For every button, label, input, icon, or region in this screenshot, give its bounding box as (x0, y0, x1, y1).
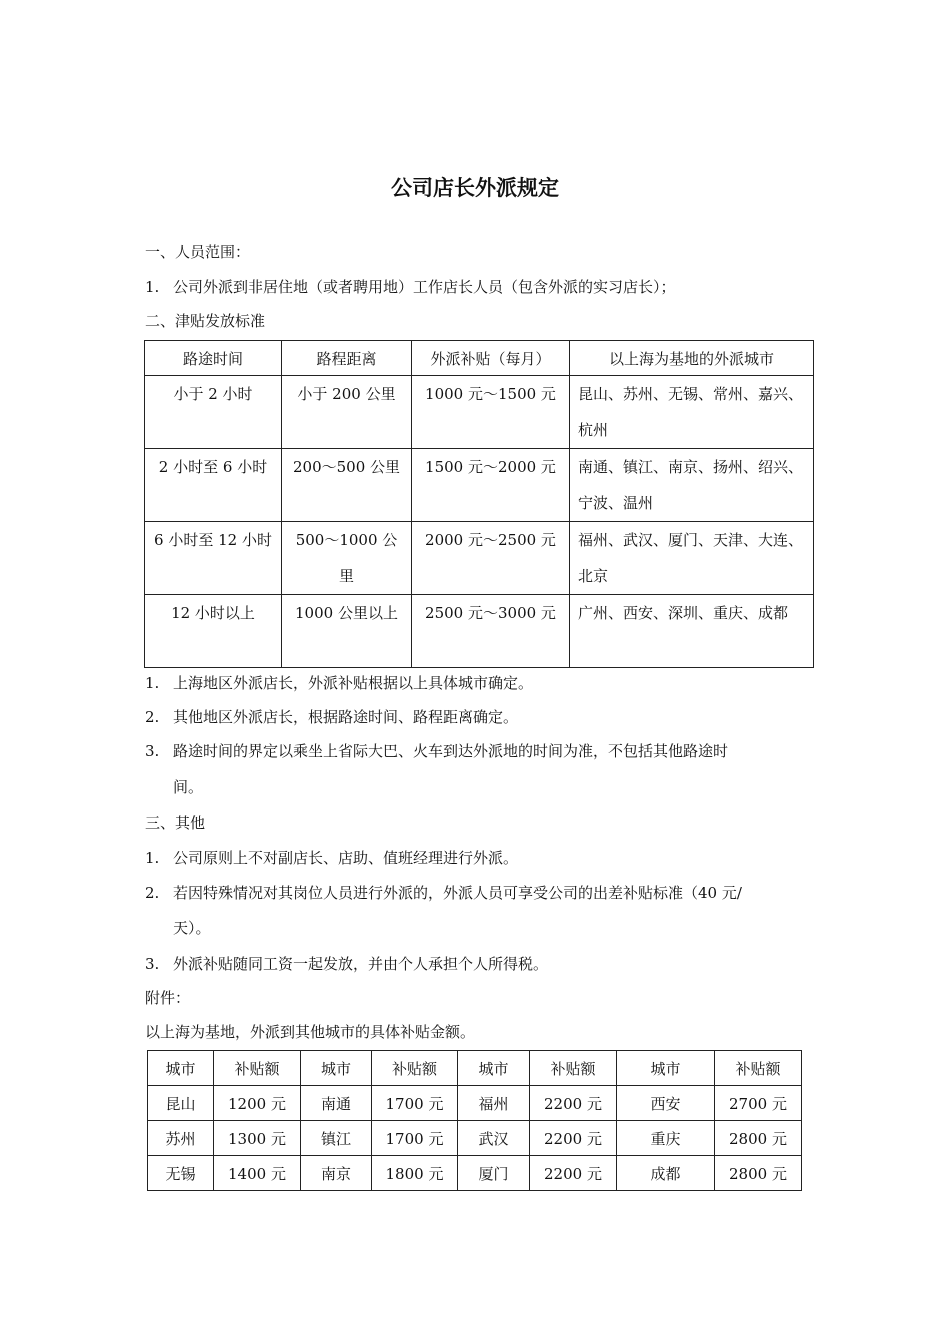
table-row (145, 595, 814, 668)
city-cell: 无锡 (148, 1156, 214, 1191)
amount-cell: 2700 元 (715, 1086, 802, 1121)
item-text: 上海地区外派店长，外派补贴根据以上具体城市确定。 (173, 674, 534, 692)
section-heading-other: 三、其他 (145, 814, 206, 832)
other-item-3 (145, 954, 548, 974)
city-cell: 昆山 (148, 1086, 214, 1121)
table-row (145, 449, 814, 522)
allowance-note-1 (145, 673, 533, 693)
travel-time-cell: 12 小时以上 (145, 595, 282, 668)
amount-cell: 1200 元 (214, 1086, 301, 1121)
table-header-cell: 城市 (458, 1051, 530, 1086)
city-cell: 镇江 (301, 1121, 372, 1156)
item-number: 3. (145, 955, 160, 973)
other-item-1 (145, 848, 518, 868)
item-text: 公司原则上不对副店长、店助、值班经理进行外派。 (173, 849, 519, 867)
city-cell: 南京 (301, 1156, 372, 1191)
allowance-note-3-continued: 间。 (173, 778, 204, 796)
table-row (148, 1121, 802, 1156)
amount-cell: 2200 元 (530, 1156, 617, 1191)
amount-cell: 2200 元 (530, 1086, 617, 1121)
amount-cell: 1700 元 (372, 1086, 458, 1121)
table-header-cell: 城市 (148, 1051, 214, 1086)
cities-cell: 南通、镇江、南京、扬州、绍兴、宁波、温州 (570, 449, 814, 522)
table-header-cell: 城市 (301, 1051, 372, 1086)
allowance-cell: 2000 元～2500 元 (412, 522, 570, 595)
appendix-heading: 附件： (145, 989, 191, 1007)
page-title: 公司店长外派规定 (391, 176, 559, 200)
table-header-cell: 补贴额 (530, 1051, 617, 1086)
distance-cell: 1000 公里以上 (282, 595, 412, 668)
amount-cell: 1300 元 (214, 1121, 301, 1156)
item-text: 公司外派到非居住地（或者聘用地）工作店长人员（包含外派的实习店长）； (173, 278, 676, 296)
travel-time-cell: 2 小时至 6 小时 (145, 449, 282, 522)
table-header-row (145, 341, 814, 376)
cities-cell: 广州、西安、深圳、重庆、成都 (570, 595, 814, 668)
amount-cell: 2200 元 (530, 1121, 617, 1156)
distance-cell: 500～1000 公里 (282, 522, 412, 595)
city-cell: 福州 (458, 1086, 530, 1121)
allowance-cell: 1500 元～2000 元 (412, 449, 570, 522)
city-cell: 厦门 (458, 1156, 530, 1191)
table-header-cell: 城市 (617, 1051, 715, 1086)
table-header-cell: 路途时间 (145, 341, 282, 376)
table-header-cell: 补贴额 (372, 1051, 458, 1086)
item-number: 3. (145, 742, 160, 760)
table-header-row (148, 1051, 802, 1086)
table-row (148, 1156, 802, 1191)
table-header-cell: 以上海为基地的外派城市 (570, 341, 814, 376)
city-cell: 重庆 (617, 1121, 715, 1156)
other-item-2-continued: 天）。 (173, 919, 211, 937)
section-heading-personnel: 一、人员范围： (145, 243, 251, 261)
item-number: 2. (145, 708, 160, 726)
item-number: 2. (145, 884, 160, 902)
table-row (145, 522, 814, 595)
city-cell: 成都 (617, 1156, 715, 1191)
amount-cell: 1700 元 (372, 1121, 458, 1156)
distance-cell: 200～500 公里 (282, 449, 412, 522)
city-cell: 武汉 (458, 1121, 530, 1156)
amount-cell: 1400 元 (214, 1156, 301, 1191)
table-header-cell: 补贴额 (214, 1051, 301, 1086)
item-text: 若因特殊情况对其岗位人员进行外派的，外派人员可享受公司的出差补贴标准（40 元/ (173, 884, 742, 902)
amount-cell: 2800 元 (715, 1121, 802, 1156)
city-cell: 西安 (617, 1086, 715, 1121)
cities-cell: 福州、武汉、厦门、天津、大连、北京 (570, 522, 814, 595)
allowance-note-3 (145, 741, 728, 761)
item-number: 1. (145, 674, 160, 692)
allowance-note-2 (145, 707, 518, 727)
distance-cell: 小于 200 公里 (282, 376, 412, 449)
item-text: 外派补贴随同工资一起发放，并由个人承担个人所得税。 (173, 955, 549, 973)
table-header-cell: 路程距离 (282, 341, 412, 376)
table-row (145, 376, 814, 449)
table-header-cell: 外派补贴（每月） (412, 341, 570, 376)
appendix-intro: 以上海为基地，外派到其他城市的具体补贴金额。 (145, 1023, 476, 1041)
personnel-item-1 (145, 277, 676, 297)
travel-time-cell: 小于 2 小时 (145, 376, 282, 449)
allowance-standard-table (144, 340, 814, 668)
allowance-cell: 2500 元～3000 元 (412, 595, 570, 668)
cities-cell: 昆山、苏州、无锡、常州、嘉兴、杭州 (570, 376, 814, 449)
amount-cell: 1800 元 (372, 1156, 458, 1191)
item-text: 路途时间的界定以乘坐上省际大巴、火车到达外派地的时间为准，不包括其他路途时 (173, 742, 729, 760)
amount-cell: 2800 元 (715, 1156, 802, 1191)
city-cell: 南通 (301, 1086, 372, 1121)
section-heading-allowance: 二、津贴发放标准 (145, 312, 266, 330)
city-cell: 苏州 (148, 1121, 214, 1156)
travel-time-cell: 6 小时至 12 小时 (145, 522, 282, 595)
allowance-cell: 1000 元～1500 元 (412, 376, 570, 449)
other-item-2 (145, 883, 742, 903)
item-number: 1. (145, 849, 160, 867)
city-allowance-table (147, 1050, 802, 1191)
item-number: 1. (145, 278, 160, 296)
table-header-cell: 补贴额 (715, 1051, 802, 1086)
item-text: 其他地区外派店长，根据路途时间、路程距离确定。 (173, 708, 519, 726)
table-row (148, 1086, 802, 1121)
